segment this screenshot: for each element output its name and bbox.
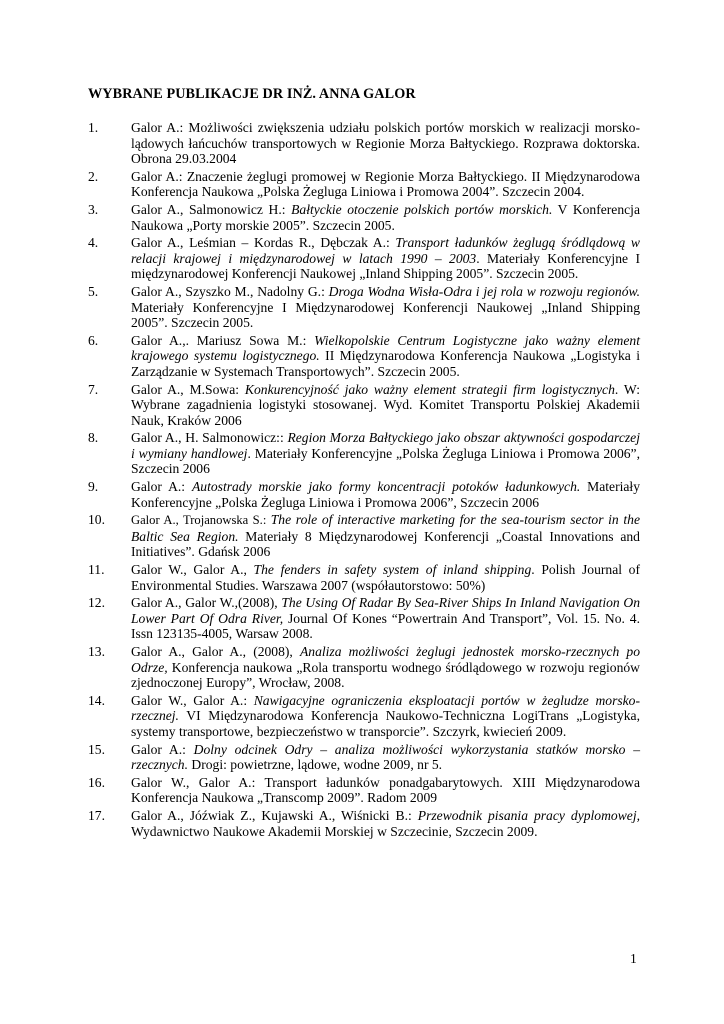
- publication-text: [131, 775, 640, 806]
- publication-text-segment: Galor A., Galor W.,(2008),: [131, 595, 282, 611]
- publication-text-segment: Galor A.:: [131, 741, 194, 757]
- publication-text: [131, 202, 640, 233]
- publication-item: [88, 333, 640, 380]
- publication-item: [88, 235, 640, 282]
- publication-text: [131, 120, 640, 167]
- publication-text-segment: Journal Of Kones “Powertrain And Transport”, Vol. 15. No. 4. Issn 123135-4005, Warsaw 2008.: [131, 610, 640, 642]
- publication-item: [88, 644, 640, 691]
- publication-text: [131, 479, 640, 510]
- publication-item: [88, 202, 640, 233]
- publication-text-segment: V Konferencja Naukowa „Porty morskie 2005”. Szczecin 2005.: [131, 201, 640, 233]
- publication-text-segment: II Międzynarodowa Konferencja Naukowa „Logistyka i Zarządzanie w Systemach Transportowych”. Szczecin 2005.: [131, 348, 640, 379]
- publication-item: [88, 120, 640, 167]
- page-number: 1: [630, 951, 637, 966]
- publication-text: [131, 742, 640, 773]
- publication-text: [131, 693, 640, 740]
- publication-number: 1.: [88, 120, 99, 135]
- publication-text: [131, 284, 640, 331]
- publication-text: [131, 562, 640, 593]
- publication-number: 17.: [88, 807, 105, 823]
- publication-number: 2.: [88, 168, 99, 184]
- publication-text-segment: . Materiały Konferencyjne I międzynarodowej Konferencji Naukowej „Inland Shipping 2005”. Szczecin 2005.: [131, 250, 640, 282]
- publication-list: [88, 120, 640, 841]
- publication-item: [88, 562, 640, 593]
- publication-text-segment: Galor A., H. Salmonowicz::: [131, 430, 288, 446]
- publication-number: 14.: [88, 692, 105, 708]
- publication-item: [88, 479, 640, 510]
- publication-text: [131, 512, 640, 560]
- publication-item: [88, 742, 640, 773]
- publication-item: [88, 169, 640, 200]
- publication-text-segment: Konferencja naukowa „Rola transportu wodnego śródlądowego w rozwoju regionów zjednoczonej Europy”, Wrocław, 2008.: [131, 659, 640, 691]
- publication-text-segment: . Polish Journal of Environmental Studies. Warszawa 2007 (współautorstowo: 50%): [131, 562, 640, 593]
- publication-title-italic: Przewodnik pisania pracy dyplomowej,: [417, 807, 640, 823]
- publication-text-segment: VI Międzynarodowa Konferencja Naukowo-Techniczna LogiTrans „Logistyka, systemy transportowe, bezpieczeństwo w transporcie”. Szczyrk, kwiecień 2009.: [131, 708, 640, 739]
- publication-item: [88, 693, 640, 740]
- publication-text-segment: Galor A., Galor A., (2008),: [131, 644, 300, 659]
- publication-number: 4.: [88, 235, 99, 251]
- publication-text: [131, 430, 640, 477]
- publication-text-segment: . W: Wybrane zagadnienia logistyki stosowanej. Wyd. Komitet Transportu Polskiej Akademii Nauk, Kraków 2006: [131, 381, 641, 428]
- publication-number: 16.: [88, 774, 105, 790]
- publication-text-segment: Galor A., Salmonowicz H.:: [131, 201, 292, 217]
- publication-text-segment: Galor A., Trojanowska S.:: [131, 513, 271, 528]
- publication-text: [131, 644, 640, 691]
- publication-text-segment: Galor A.: Możliwości zwiększenia udziału polskich portów morskich w realizacji morsko-lądowych łańcuchów transportowych w Regionie Morza Bałtyckiego. Rozprawa doktorska. Obrona 29.03.2004: [131, 120, 640, 167]
- publication-text-segment: Galor A., Jóźwiak Z., Kujawski A., Wiśnicki B.:: [131, 807, 418, 823]
- publication-text: [131, 382, 640, 429]
- publication-title-italic: Transport ładunków żeglugą śródlądową w relacji krajowej i międzynarodowej w latach 1990 – 2003: [131, 235, 640, 266]
- publication-title-italic: Bałtyckie otoczenie polskich portów morskich.: [291, 201, 553, 217]
- publication-text: [131, 235, 640, 282]
- publication-number: 3.: [88, 201, 99, 217]
- publication-text-segment: Drogi: powietrzne, lądowe, wodne 2009, nr 5.: [188, 757, 443, 773]
- publication-text-segment: Galor W., Galor A.,: [131, 562, 254, 578]
- publication-number: 9.: [88, 479, 99, 495]
- publication-text-segment: Galor W., Galor A.: Transport ładunków ponadgabarytowych. XIII Międzynarodowa Konferencja Naukowa „Transcomp 2009”. Radom 2009: [131, 774, 640, 806]
- publication-item: [88, 430, 640, 477]
- publication-text-segment: Materiały 8 Międzynarodowej Konferencji „Coastal Innovations and Initiatives”. Gdańsk 2006: [131, 528, 640, 560]
- publication-text: [131, 169, 640, 200]
- publication-title-italic: Autostrady morskie jako formy koncentracji potoków ładunkowych.: [191, 479, 581, 495]
- publication-item: [88, 382, 640, 429]
- publication-item: [88, 284, 640, 331]
- publication-title-italic: Dolny odcinek Odry – analiza możliwości wykorzystania statków morsko – rzecznych.: [131, 741, 640, 773]
- publication-text: [131, 808, 640, 839]
- publication-title-italic: The fenders in safety system of inland shipping: [253, 562, 532, 578]
- publication-text-segment: Galor A.:: [131, 479, 192, 495]
- publication-title-italic: Region Morza Bałtyckiego jako obszar aktywności gospodarczej i wymiany handlowej: [131, 430, 640, 461]
- publication-text-segment: Galor A.,. Mariusz Sowa M.:: [131, 332, 315, 348]
- publication-title-italic: Analiza możliwości żeglugi jednostek morsko-rzecznych po Odrze,: [131, 644, 640, 675]
- page-title: WYBRANE PUBLIKACJE DR INŻ. ANNA GALOR: [88, 86, 416, 102]
- publication-text: [131, 333, 640, 380]
- publication-number: 13.: [88, 644, 105, 659]
- publication-title-italic: Nawigacyjne ograniczenia eksploatacji portów w żegludze morsko-rzecznej.: [131, 692, 641, 724]
- publication-title-italic: Wielkopolskie Centrum Logistyczne jako ważny element krajowego systemu logistycznego.: [131, 332, 640, 364]
- publication-number: 10.: [88, 512, 105, 528]
- publication-text-segment: Galor A.: Znaczenie żeglugi promowej w Regionie Morza Bałtyckiego. II Międzynarodowa Konferencja Naukowa „Polska Żegluga Liniowa i Promowa 2004”. Szczecin 2004.: [131, 168, 640, 200]
- publication-item: [88, 775, 640, 806]
- publication-item: [88, 512, 640, 560]
- publication-text-segment: Galor A., Szyszko M., Nadolny G.:: [131, 283, 329, 299]
- publication-text-segment: Galor A., M.Sowa:: [131, 381, 245, 397]
- publication-item: [88, 808, 640, 839]
- publication-text-segment: Galor W., Galor A.:: [131, 692, 254, 708]
- publication-title-italic: Konkurencyjność jako ważny element strategii firm logistycznych: [244, 381, 615, 397]
- publication-item: [88, 595, 640, 642]
- publication-title-italic: Droga Wodna Wisła-Odra i jej rola w rozwoju regionów.: [328, 283, 640, 299]
- publication-text-segment: Materiały Konferencyjne „Polska Żegluga Liniowa i Promowa 2006”, Szczecin 2006: [131, 479, 640, 510]
- publication-text-segment: Wydawnictwo Naukowe Akademii Morskiej w Szczecinie, Szczecin 2009.: [131, 823, 538, 839]
- publication-text-segment: . Materiały Konferencyjne „Polska Żegluga Liniowa i Promowa 2006”, Szczecin 2006: [131, 445, 640, 477]
- publication-number: 8.: [88, 430, 99, 446]
- publication-number: 5.: [88, 283, 99, 299]
- publication-text: [131, 595, 640, 642]
- publication-text-segment: Galor A., Leśmian – Kordas R., Dębczak A.:: [131, 235, 396, 251]
- publication-title-italic: The role of interactive marketing for the sea-tourism sector in the Baltic Sea Region.: [131, 512, 640, 544]
- publication-number: 11.: [88, 562, 105, 578]
- publication-text-segment: Materiały Konferencyjne I Międzynarodowej Konferencji Naukowej „Inland Shipping 2005”. Szczecin 2005.: [131, 299, 640, 331]
- publication-number: 15.: [88, 741, 105, 757]
- publication-number: 6.: [88, 332, 99, 348]
- publication-number: 7.: [88, 381, 99, 397]
- publication-title-italic: The Using Of Radar By Sea-River Ships In Inland Navigation On Lower Part Of Odra River,: [131, 595, 640, 626]
- publication-number: 12.: [88, 595, 105, 611]
